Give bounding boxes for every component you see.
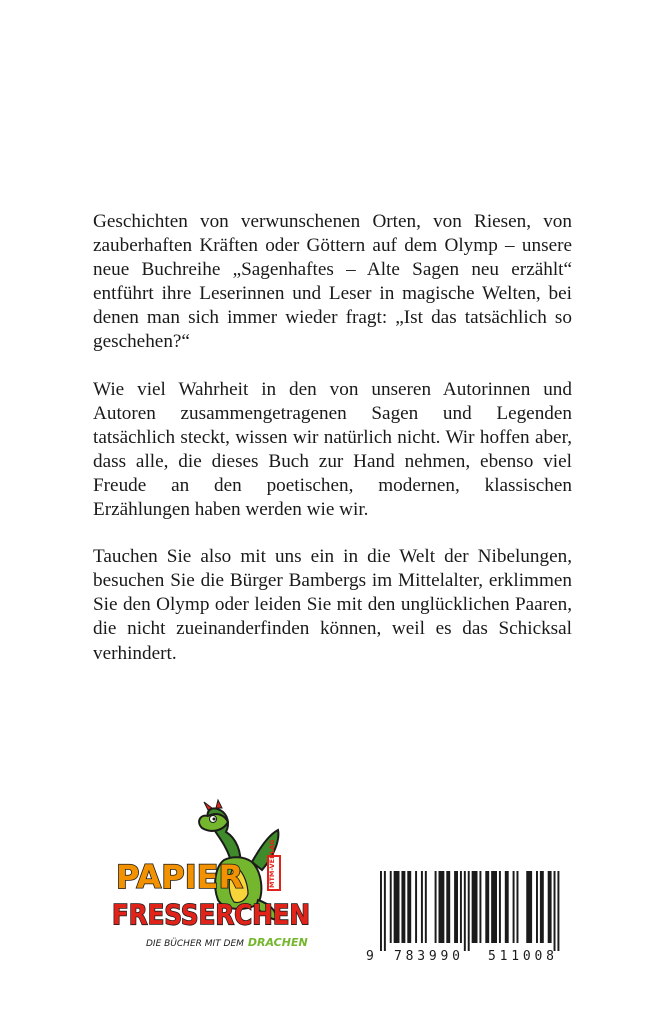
barcode-bar [380,871,382,951]
mtm-verlag-label: MTM-VERLAG [268,839,276,888]
barcode-bar [517,871,519,943]
logo-line-fresserchen: FRESSERCHEN [112,898,310,931]
barcode-bar [454,871,458,943]
isbn-barcode [364,867,578,966]
barcode-bar [554,871,556,951]
barcode-bar [439,871,445,943]
barcode-digit-group-3: 511008 [488,949,554,964]
barcode-bar [384,871,386,951]
barcode-digit-group-1: 9 [366,949,374,964]
barcode-digit-group-2: 783990 [394,949,460,964]
barcode-bar [425,871,427,943]
barcode-bar [394,871,400,943]
blurb-text [93,210,572,689]
barcode-bar [407,871,411,943]
barcode-bar [415,871,417,943]
blurb-paragraph-2: Wie viel Wahrheit in den von unseren Autorinnen und Autoren zusammengetragenen Sagen und Legenden tatsächlich steckt, wissen wir natürlich nicht. Wir hoffen aber, dass alle, die dieses Buch zur Hand nehmen, ebenso viel Freude an den poetischen, modernen, klassischen Erzählungen haben werden wie wir. [93,378,572,521]
barcode-bar [513,871,515,943]
barcode-bar [536,871,538,943]
barcode-bar [464,871,466,951]
barcode-bar [485,871,489,943]
publisher-logo [112,800,312,960]
barcode-bar [468,871,470,951]
barcode-bar [548,871,552,943]
barcode-bar [479,871,481,943]
barcode-bar [435,871,437,943]
barcode-bar [499,871,501,943]
barcode-bar [401,871,405,943]
barcode-bar [505,871,509,943]
barcode-bar [526,871,532,943]
blurb-paragraph-3: Tauchen Sie also mit uns ein in die Welt der Nibelungen, besuchen Sie die Bürger Bambergs im Mittelalter, erklimmen Sie den Olymp oder leiden Sie mit den unglücklichen Paaren, die nicht zueinanderfinden können, weil es das Schicksal verhindert. [93,546,572,664]
barcode-bar [446,871,450,943]
logo-tagline-drachen: DRACHEN [247,936,308,949]
blurb-paragraph-1: Geschichten von verwunschenen Orten, von Riesen, von zauberhaften Kräften oder Göttern auf dem Olymp – unsere neue Buchreihe „Sagenhaftes – Alte Sagen neu erzählt“ entführt ihre Leserinnen und Leser in magische Welten, bei denen man sich immer wieder fragt: „Ist das tatsächlich so geschehen?“ [93,211,572,353]
barcode-bar [557,871,559,951]
barcode-bars [380,871,559,951]
barcode-bar [491,871,497,943]
barcode-bar [390,871,392,943]
barcode-bar [460,871,462,943]
logo-tagline [146,936,308,949]
logo-line-papier: PAPIER [116,858,244,896]
barcode-bar [472,871,478,943]
barcode-bar [540,871,544,943]
logo-tagline-part1: DIE BÜCHER MIT DEM [146,939,244,949]
papierfresserchen-logo-graphic [112,800,312,960]
barcode-graphic [364,867,578,966]
barcode-bar [421,871,423,943]
